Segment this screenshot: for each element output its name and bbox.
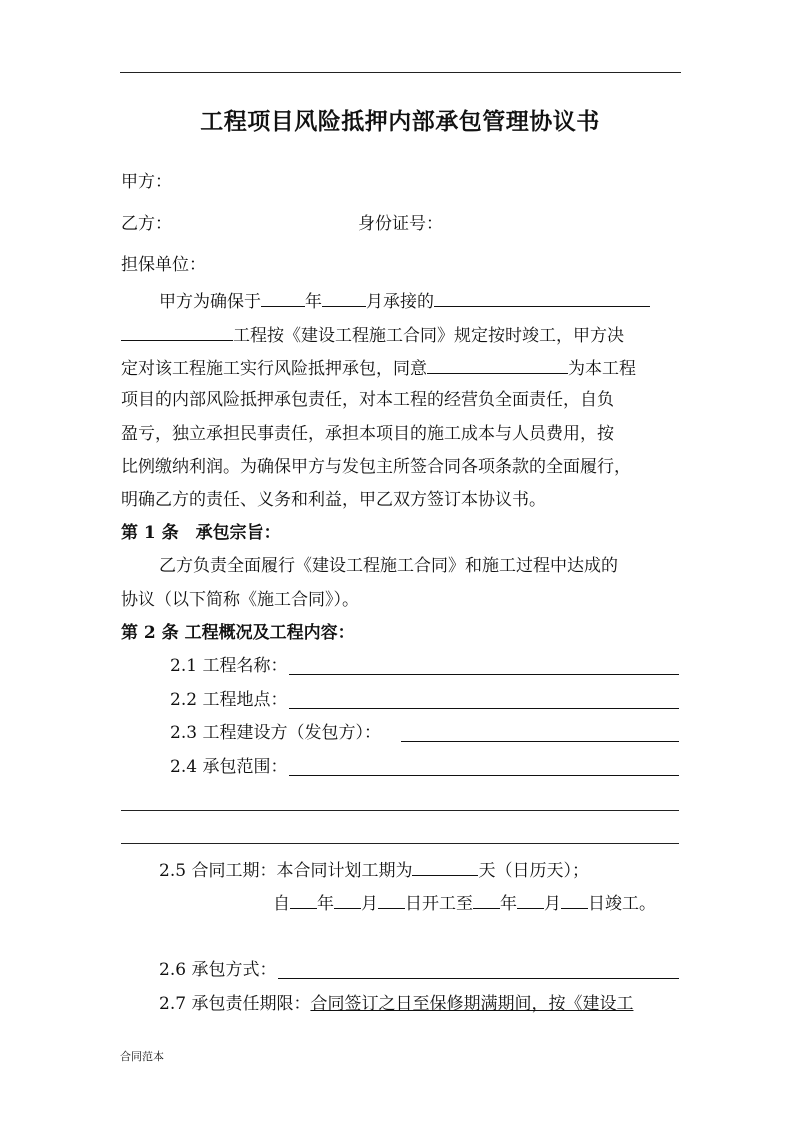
preamble-text: 定对该工程施工实行风险抵押承包，同意 bbox=[121, 359, 427, 379]
preamble-line-7: 明确乙方的责任、义务和利益，甲乙双方签订本协议书。 bbox=[121, 490, 546, 510]
date-text: 年 bbox=[317, 894, 334, 914]
preamble-line-1 bbox=[159, 288, 650, 314]
item-2-3 bbox=[170, 721, 381, 745]
scope-blank-line-3 bbox=[121, 843, 679, 844]
project-blank bbox=[434, 288, 650, 307]
date-text: 月 bbox=[544, 894, 561, 914]
item-label: 2.5 合同工期：本合同计划工期为 bbox=[159, 861, 413, 881]
preamble-line-5: 盈亏，独立承担民事责任，承担本项目的施工成本与人员费用，按 bbox=[121, 424, 614, 444]
header-rule bbox=[120, 72, 681, 73]
project-location-blank bbox=[289, 690, 679, 709]
article-1-line-2: 协议（以下简称《施工合同》）。 bbox=[121, 590, 359, 610]
preamble-text: 年 bbox=[305, 292, 322, 312]
scope-blank-line-2 bbox=[121, 810, 679, 811]
contract-mode-blank bbox=[278, 960, 679, 979]
start-month-blank bbox=[334, 890, 361, 909]
preamble-text: 为本工程 bbox=[568, 359, 636, 379]
id-number-label: 身份证号： bbox=[358, 214, 443, 234]
item-2-5 bbox=[159, 857, 589, 883]
date-text: 日竣工。 bbox=[588, 894, 656, 914]
item-label: 2.1 工程名称： bbox=[170, 656, 288, 676]
article-1-line-1: 乙方负责全面履行《建设工程施工合同》和施工过程中达成的 bbox=[159, 556, 618, 576]
item-2-4 bbox=[170, 755, 287, 779]
document-title: 工程项目风险抵押内部承包管理协议书 bbox=[200, 108, 600, 135]
date-text: 自 bbox=[273, 894, 290, 914]
preamble-line-2 bbox=[121, 322, 624, 348]
item-text: 天（日历天）； bbox=[478, 861, 589, 881]
item-2-6 bbox=[159, 958, 276, 982]
duration-blank bbox=[412, 857, 478, 876]
party-a-line: 甲方： bbox=[121, 172, 172, 192]
article-2-heading: 第 2 条 工程概况及工程内容： bbox=[121, 623, 355, 643]
end-month-blank bbox=[517, 890, 544, 909]
preamble-line-4: 项目的内部风险抵押承包责任，对本工程的经营负全面责任，自负 bbox=[121, 390, 614, 410]
party-b-line bbox=[121, 212, 443, 236]
date-text: 日开工至 bbox=[405, 894, 473, 914]
date-text: 年 bbox=[500, 894, 517, 914]
item-label: 2.3 工程建设方（发包方）： bbox=[170, 723, 381, 743]
project-name-blank bbox=[289, 656, 679, 675]
party-b-label: 乙方： bbox=[121, 214, 172, 234]
preamble-text: 甲方为确保于 bbox=[159, 292, 261, 312]
item-label: 2.7 承包责任期限： bbox=[159, 994, 311, 1014]
month-blank bbox=[322, 288, 366, 307]
contractor-blank bbox=[427, 355, 568, 374]
end-year-blank bbox=[473, 890, 500, 909]
guarantor-line: 担保单位： bbox=[121, 255, 206, 275]
project-blank-cont bbox=[121, 322, 233, 341]
item-label: 2.6 承包方式： bbox=[159, 960, 277, 980]
item-label: 2.2 工程地点： bbox=[170, 690, 288, 710]
preamble-line-3 bbox=[121, 355, 636, 381]
preamble-text: 月承接的 bbox=[366, 292, 434, 312]
preamble-text: 工程按《建设工程施工合同》规定按时竣工，甲方决 bbox=[233, 326, 624, 346]
item-2-7 bbox=[159, 992, 633, 1016]
start-day-blank bbox=[378, 890, 405, 909]
article-1-heading: 第 1 条 承包宗旨： bbox=[121, 523, 281, 543]
footer-label: 合同范本 bbox=[120, 1050, 164, 1063]
item-2-2 bbox=[170, 688, 287, 712]
item-2-1 bbox=[170, 654, 287, 678]
scope-blank bbox=[289, 757, 679, 776]
client-blank bbox=[401, 723, 679, 742]
item-label: 2.4 承包范围： bbox=[170, 757, 288, 777]
item-2-7-text: 合同签订之日至保修期满期间，按《建设工 bbox=[310, 994, 634, 1014]
preamble-line-6: 比例缴纳利润。为确保甲方与发包主所签合同各项条款的全面履行， bbox=[121, 457, 631, 477]
item-2-5-dates bbox=[273, 890, 656, 916]
date-text: 月 bbox=[361, 894, 378, 914]
end-day-blank bbox=[561, 890, 588, 909]
start-year-blank bbox=[290, 890, 317, 909]
year-blank bbox=[261, 288, 305, 307]
